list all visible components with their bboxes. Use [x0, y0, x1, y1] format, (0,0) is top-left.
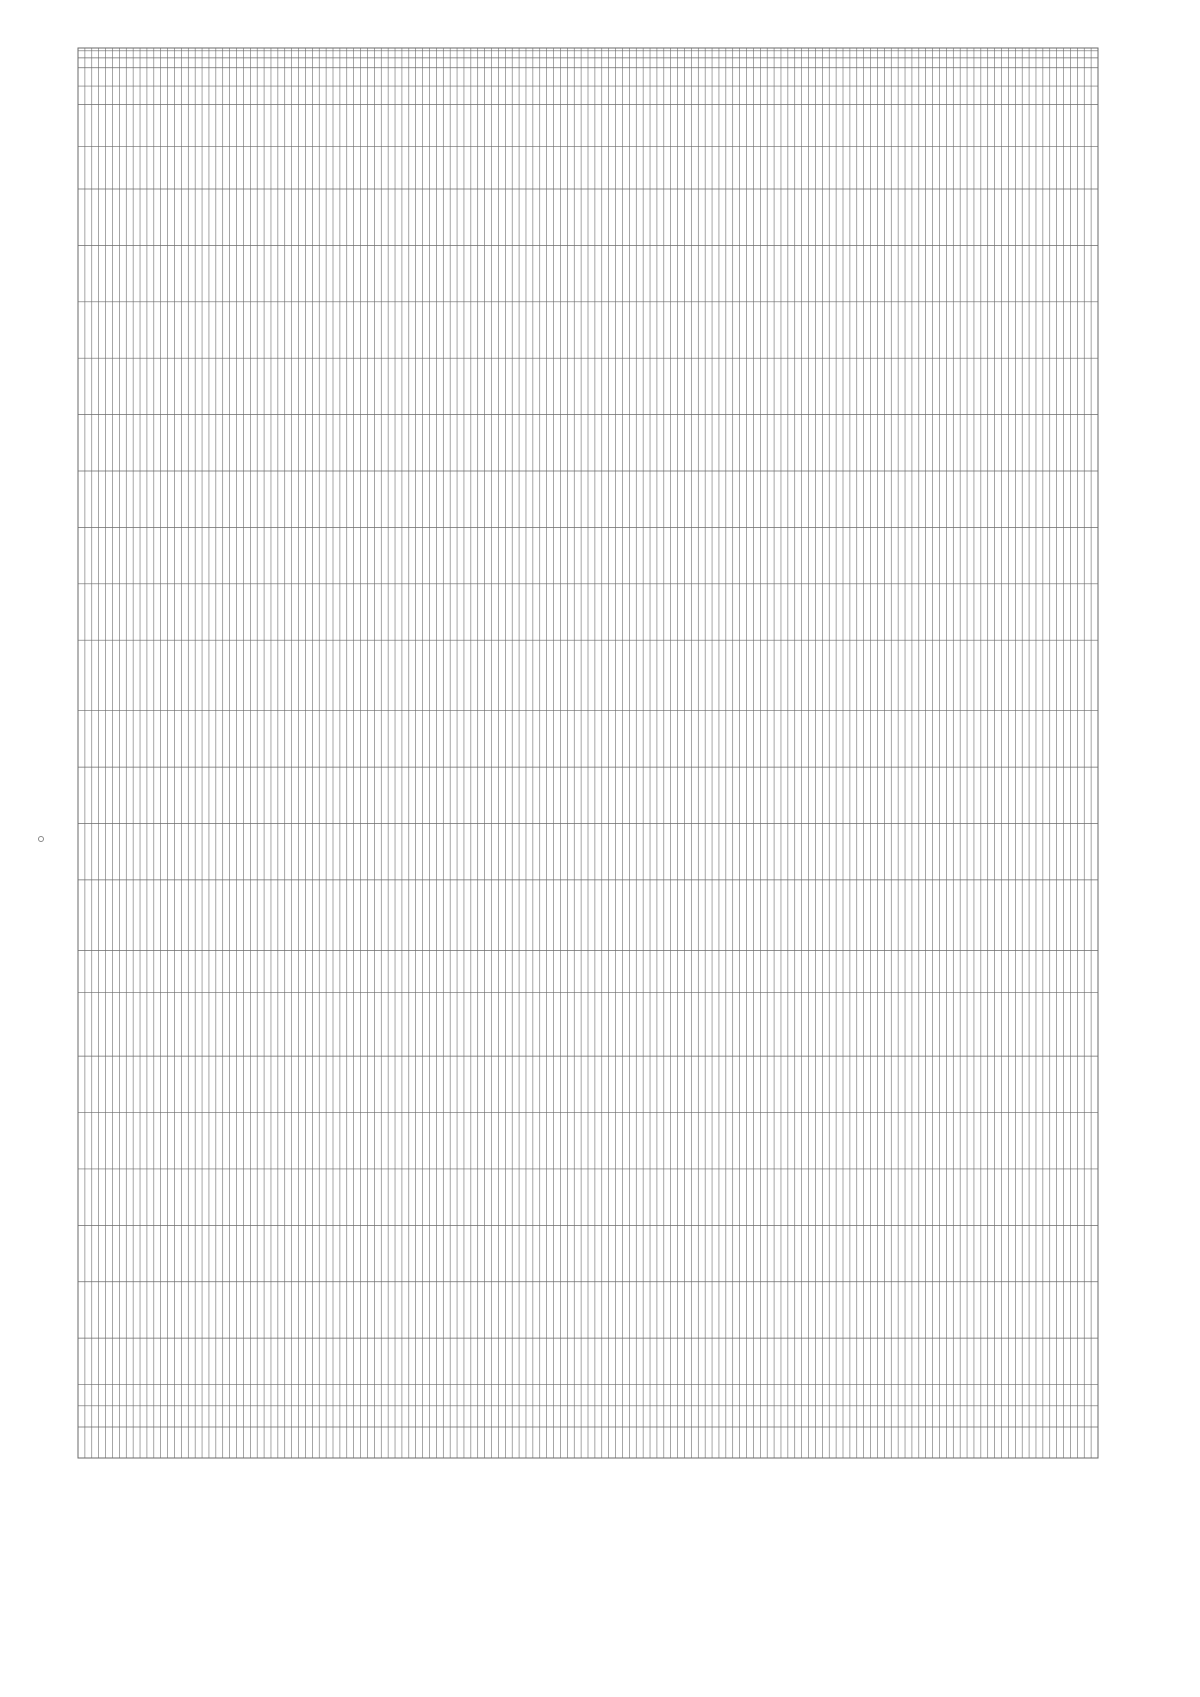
left-margin-dot [38, 836, 44, 842]
table-row-lines [85, 48, 1091, 1458]
